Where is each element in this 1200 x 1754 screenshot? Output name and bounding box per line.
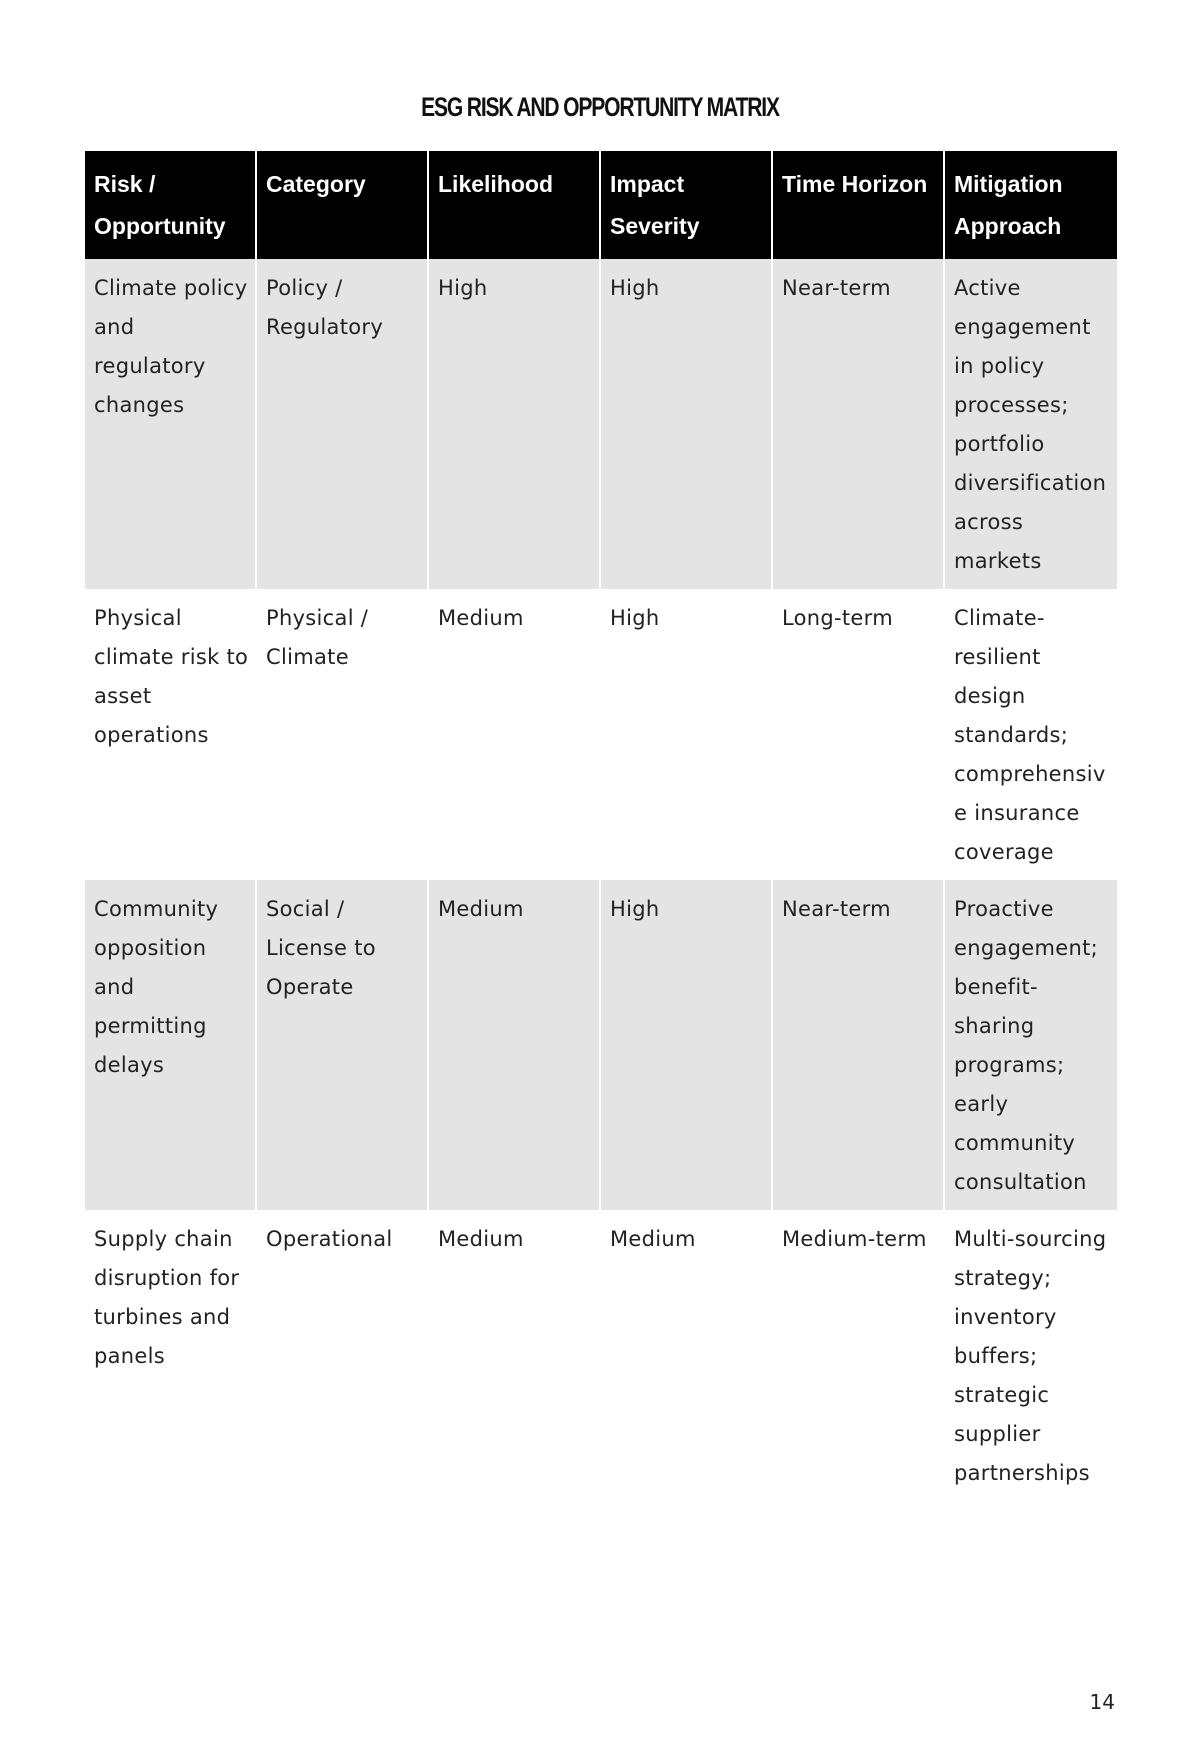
header-impact-severity: Impact Severity [601, 151, 773, 259]
cell-category: Social / License to Operate [257, 880, 429, 1210]
cell-likelihood: Medium [429, 589, 601, 880]
table-row [85, 1210, 1117, 1530]
cell-risk: Supply chain disruption for turbines and panels [85, 1210, 257, 1530]
document-title: ESG RISK AND OPPORTUNITY MATRIX [421, 92, 779, 122]
cell-category: Operational [257, 1210, 429, 1530]
header-row [85, 151, 1117, 259]
cell-category: Physical / Climate [257, 589, 429, 880]
table-body [85, 259, 1117, 1530]
table-header [85, 151, 1117, 259]
cell-horizon: Medium-term [773, 1210, 945, 1530]
cell-impact: High [601, 880, 773, 1210]
cell-risk: Climate policy and regulatory changes [85, 259, 257, 589]
cell-risk: Community opposition and permitting delays [85, 880, 257, 1210]
cell-mitigation: Active engagement in policy processes; portfolio diversification across markets [945, 259, 1117, 589]
cell-impact: High [601, 589, 773, 880]
esg-matrix-table [85, 151, 1117, 1530]
cell-horizon: Near-term [773, 880, 945, 1210]
header-risk-opportunity: Risk / Opportunity [85, 151, 257, 259]
header-likelihood: Likelihood [429, 151, 601, 259]
table-row [85, 259, 1117, 589]
table-row [85, 880, 1117, 1210]
cell-impact: Medium [601, 1210, 773, 1530]
cell-likelihood: High [429, 259, 601, 589]
cell-likelihood: Medium [429, 1210, 601, 1530]
header-mitigation-approach: Mitigation Approach [945, 151, 1117, 259]
cell-category: Policy / Regulatory [257, 259, 429, 589]
cell-mitigation: Proactive engagement; benefit-sharing programs; early community consultation [945, 880, 1117, 1210]
cell-mitigation: Climate-resilient design standards; comprehensive insurance coverage [945, 589, 1117, 880]
table-row [85, 589, 1117, 880]
cell-horizon: Near-term [773, 259, 945, 589]
page-number: 14 [1089, 1690, 1115, 1714]
cell-impact: High [601, 259, 773, 589]
cell-risk: Physical climate risk to asset operations [85, 589, 257, 880]
cell-likelihood: Medium [429, 880, 601, 1210]
cell-mitigation: Multi-sourcing strategy; inventory buffers; strategic supplier partnerships [945, 1210, 1117, 1530]
header-category: Category [257, 151, 429, 259]
header-time-horizon: Time Horizon [773, 151, 945, 259]
cell-horizon: Long-term [773, 589, 945, 880]
